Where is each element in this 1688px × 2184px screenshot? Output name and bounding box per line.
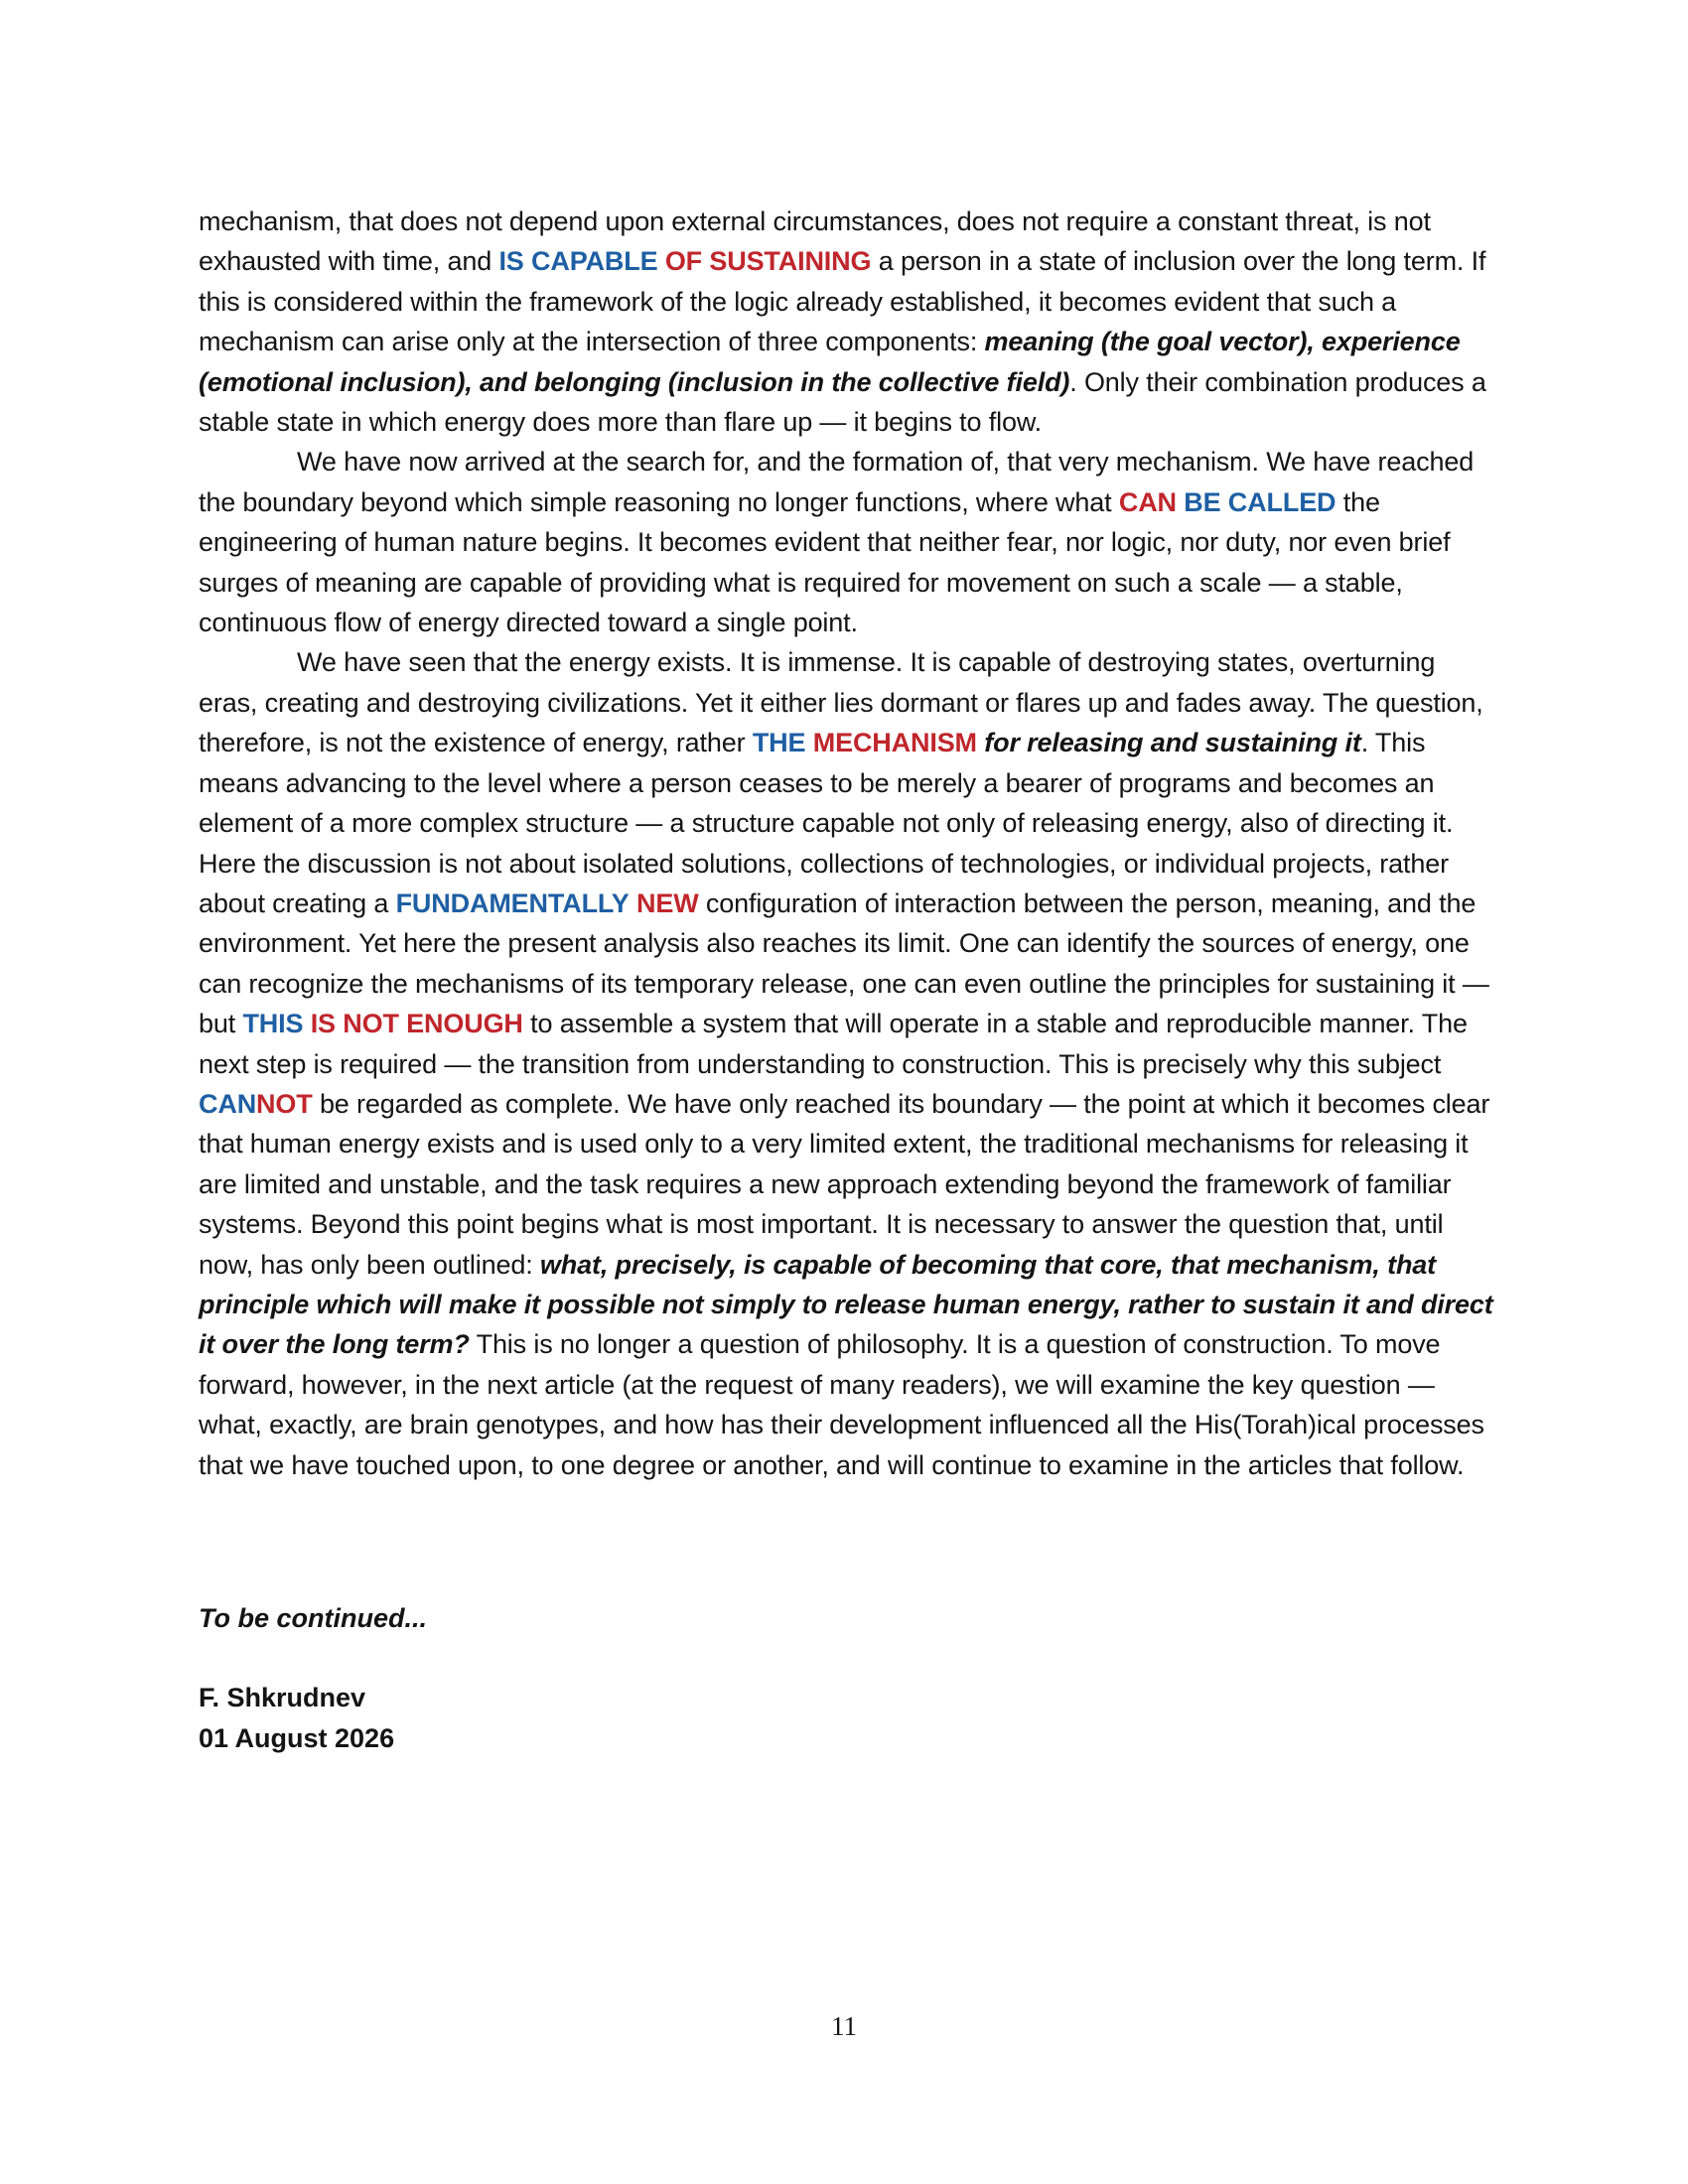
to-be-continued: To be continued... bbox=[199, 1603, 427, 1633]
red-emphasis: MECHANISM bbox=[812, 728, 977, 758]
text-run: . This means advancing to the level where a person ceases to be merely a bearer of programs and becomes an element of a more complex structure — a structure capable not only of releasing energy, also of directing it. Here the discussion is not about isolated solutions, collections of technologies, or individual projects, rather about creating a bbox=[199, 728, 1454, 918]
text-run bbox=[630, 888, 636, 918]
blue-emphasis: IS CAPABLE bbox=[498, 246, 658, 277]
paragraph-1 bbox=[199, 202, 1494, 442]
text-run: mechanism, that does not depend upon external circumstances, does not require a constant threat, is not exhausted with time, and bbox=[199, 206, 1431, 277]
blue-emphasis: THIS bbox=[242, 1009, 304, 1039]
red-emphasis: OF SUSTAINING bbox=[664, 246, 872, 277]
text-run bbox=[303, 1009, 310, 1038]
text-run: the engineering of human nature begins. It becomes evident that neither fear, nor logic, nor duty, nor even brief surges of meaning are capable of providing what is required for movement on such a scale — a stable, continuous flow of energy directed toward a single point. bbox=[199, 486, 1451, 638]
text-run: be regarded as complete. We have only reached its boundary — the point at which it becomes clear that human energy exists and is used only to a very limited extent, the traditional mechanisms for releasing it are limited and unstable, and the task requires a new approach extending beyond the framework of familiar systems. Beyond this point begins what is most important. It is necessary to answer the question that, until now, has only been outlined: bbox=[199, 1088, 1490, 1280]
red-emphasis: CAN bbox=[1118, 486, 1177, 517]
blue-emphasis: BE CALLED bbox=[1184, 486, 1336, 517]
text-run: to assemble a system that will operate in a stable and reproducible manner. The next step is required — the transition from understanding to construction. This is precisely why this subject bbox=[199, 1009, 1468, 1079]
bold-italic-emphasis: meaning (the goal vector), experience (emotional inclusion), and belonging (inclusion in the collective field) bbox=[199, 327, 1461, 397]
page-number: 11 bbox=[831, 2011, 857, 2041]
text-run bbox=[657, 246, 664, 276]
blue-emphasis: CAN bbox=[199, 1088, 257, 1119]
publication-date: 01 August 2026 bbox=[199, 1722, 395, 1753]
red-emphasis: IS NOT ENOUGH bbox=[310, 1009, 523, 1039]
text-run: This is no longer a question of philosophy. It is a question of construction. To move forward, however, in the next article (at the request of many readers), we will examine the key question — what, exactly, are brain genotypes, and how has their development influenced all the His(Torah)ical processes that we have touched upon, to one degree or another, and will continue to examine in the articles that follow. bbox=[199, 1329, 1484, 1480]
blue-emphasis: THE bbox=[752, 728, 806, 758]
text-run: We have seen that the energy exists. It is immense. It is capable of destroying states, overturning eras, creating and destroying civilizations. Yet it either lies dormant or flares up and fades away. The question, therefore, is not the existence of energy, rather bbox=[199, 647, 1483, 758]
blue-emphasis: FUNDAMENTALLY bbox=[395, 887, 630, 918]
paragraph-3 bbox=[199, 642, 1494, 1485]
bold-italic-emphasis: what, precisely, is capable of becoming that core, that mechanism, that principle which will make it possible not simply to release human energy, rather to sustain it and direct it over the long term? bbox=[199, 1249, 1493, 1360]
bold-italic-emphasis: for releasing and sustaining it bbox=[984, 728, 1361, 758]
red-emphasis: NEW bbox=[636, 887, 699, 918]
red-emphasis: NOT bbox=[256, 1088, 313, 1119]
text-run: . Only their combination produces a stable state in which energy does more than flare up — it begins to flow. bbox=[199, 366, 1486, 438]
text-run bbox=[805, 728, 812, 757]
author-name: F. Shkrudnev bbox=[199, 1683, 366, 1713]
text-run: a person in a state of inclusion over the long term. If this is considered within the framework of the logic already established, it becomes evident that such a mechanism can arise only at the intersection of three components: bbox=[199, 246, 1486, 357]
text-run: We have now arrived at the search for, and the formation of, that very mechanism. We have reached the boundary beyond which simple reasoning no longer functions, where what bbox=[199, 447, 1475, 517]
closing-block bbox=[199, 1598, 427, 1758]
text-run: configuration of interaction between the person, meaning, and the environment. Yet here the present analysis also reaches its limit. One can identify the sources of energy, one can recognize the mechanisms of its temporary release, one can even outline the principles for sustaining it — but bbox=[199, 887, 1489, 1039]
article-body bbox=[199, 202, 1494, 1485]
paragraph-2 bbox=[199, 442, 1494, 642]
